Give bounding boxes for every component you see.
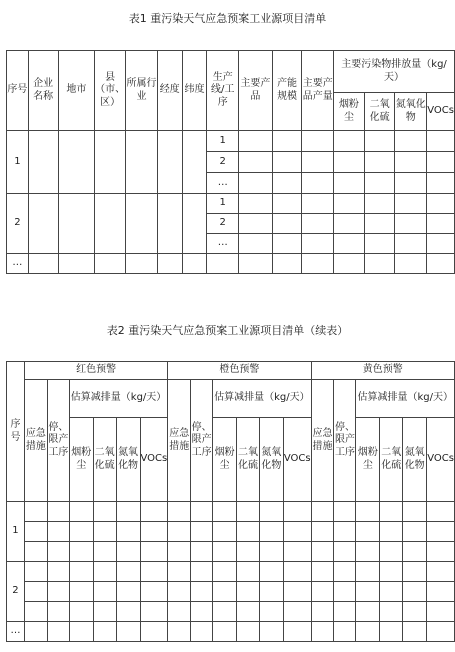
blank-cell	[380, 522, 403, 542]
blank-cell	[283, 582, 311, 602]
blank-cell	[140, 502, 168, 522]
blank-cell	[302, 152, 334, 173]
seq-cell: 2	[7, 562, 25, 622]
blank-cell	[356, 522, 380, 542]
blank-cell	[403, 542, 427, 562]
blank-cell	[168, 622, 191, 642]
header-emission-group: 主要污染物排放量（kg/天）	[334, 51, 455, 93]
blank-cell	[395, 234, 427, 254]
blank-cell	[93, 522, 116, 542]
seq-cell: 1	[7, 502, 25, 562]
header-product-output: 主要产品产量	[302, 51, 334, 131]
blank-cell	[93, 542, 116, 562]
table-row	[7, 502, 455, 522]
blank-cell	[302, 254, 334, 274]
blank-cell	[403, 502, 427, 522]
blank-cell	[427, 194, 455, 214]
blank-cell	[356, 562, 380, 582]
header-stop-limit: 停、限产工序	[47, 380, 69, 502]
blank-cell	[380, 542, 403, 562]
blank-cell	[69, 562, 93, 582]
blank-cell	[93, 602, 116, 622]
header-county: 县（市、区）	[95, 51, 126, 131]
blank-cell	[191, 582, 213, 602]
blank-cell	[93, 502, 116, 522]
blank-cell	[427, 542, 455, 562]
header-reduction: 估算减排量（kg/天）	[356, 380, 455, 418]
blank-cell	[395, 214, 427, 234]
blank-cell	[95, 131, 126, 194]
blank-cell	[380, 622, 403, 642]
blank-cell	[259, 562, 283, 582]
blank-cell	[259, 602, 283, 622]
blank-cell	[364, 152, 395, 173]
blank-cell	[69, 582, 93, 602]
blank-cell	[213, 602, 237, 622]
header-main-product: 主要产品	[239, 51, 273, 131]
blank-cell	[24, 502, 47, 522]
blank-cell	[47, 562, 69, 582]
blank-cell	[239, 152, 273, 173]
blank-cell	[140, 542, 168, 562]
line-cell: 1	[207, 194, 239, 214]
blank-cell	[237, 502, 260, 522]
table1-title: 表1 重污染天气应急预案工业源项目清单	[128, 12, 327, 25]
blank-cell	[168, 582, 191, 602]
blank-cell	[116, 562, 140, 582]
blank-cell	[182, 194, 207, 254]
blank-cell	[259, 622, 283, 642]
blank-cell	[182, 254, 207, 274]
blank-cell	[47, 542, 69, 562]
blank-cell	[207, 254, 239, 274]
blank-cell	[93, 622, 116, 642]
blank-cell	[272, 194, 302, 214]
blank-cell	[24, 582, 47, 602]
table-row	[7, 254, 455, 274]
header-industry: 所属行业	[126, 51, 158, 131]
blank-cell	[334, 542, 356, 562]
blank-cell	[47, 522, 69, 542]
blank-cell	[395, 131, 427, 152]
blank-cell	[213, 542, 237, 562]
header-so2: 二氧化硫	[364, 93, 395, 131]
header-vocs: VOCs	[140, 418, 168, 502]
blank-cell	[213, 522, 237, 542]
blank-cell	[334, 254, 365, 274]
blank-cell	[427, 582, 455, 602]
blank-cell	[283, 542, 311, 562]
blank-cell	[272, 131, 302, 152]
blank-cell	[191, 522, 213, 542]
header-orange-warning: 橙色预警	[168, 362, 311, 380]
blank-cell	[334, 131, 365, 152]
blank-cell	[334, 622, 356, 642]
blank-cell	[427, 622, 455, 642]
blank-cell	[334, 582, 356, 602]
line-cell: 1	[207, 131, 239, 152]
seq-cell: 1	[7, 131, 29, 194]
blank-cell	[24, 602, 47, 622]
blank-cell	[311, 562, 334, 582]
blank-cell	[28, 194, 58, 254]
blank-cell	[283, 502, 311, 522]
blank-cell	[24, 622, 47, 642]
table-row	[7, 131, 455, 152]
ellipsis-cell: …	[7, 622, 25, 642]
blank-cell	[168, 502, 191, 522]
blank-cell	[93, 582, 116, 602]
header-reduction: 估算减排量（kg/天）	[213, 380, 311, 418]
header-so2: 二氧化硫	[93, 418, 116, 502]
blank-cell	[237, 622, 260, 642]
blank-cell	[311, 502, 334, 522]
header-stop-limit: 停、限产工序	[191, 380, 213, 502]
blank-cell	[403, 522, 427, 542]
blank-cell	[364, 214, 395, 234]
table-row	[7, 582, 455, 602]
header-vocs: VOCs	[427, 418, 455, 502]
table2-title: 表2 重污染天气应急预案工业源项目清单（续表）	[106, 324, 349, 337]
blank-cell	[213, 582, 237, 602]
blank-cell	[311, 602, 334, 622]
blank-cell	[283, 622, 311, 642]
blank-cell	[237, 562, 260, 582]
blank-cell	[427, 522, 455, 542]
blank-cell	[334, 234, 365, 254]
blank-cell	[272, 254, 302, 274]
table-row	[7, 562, 455, 582]
blank-cell	[356, 502, 380, 522]
blank-cell	[311, 622, 334, 642]
header-yellow-warning: 黄色预警	[311, 362, 454, 380]
blank-cell	[191, 602, 213, 622]
blank-cell	[95, 254, 126, 274]
blank-cell	[380, 562, 403, 582]
line-cell: 2	[207, 214, 239, 234]
blank-cell	[239, 131, 273, 152]
blank-cell	[93, 562, 116, 582]
blank-cell	[116, 522, 140, 542]
blank-cell	[182, 131, 207, 194]
blank-cell	[157, 194, 182, 254]
table-row	[7, 542, 455, 562]
blank-cell	[69, 542, 93, 562]
blank-cell	[116, 622, 140, 642]
table-row	[7, 622, 455, 642]
blank-cell	[356, 622, 380, 642]
blank-cell	[427, 214, 455, 234]
blank-cell	[334, 522, 356, 542]
blank-cell	[380, 602, 403, 622]
header-reduction: 估算减排量（kg/天）	[69, 380, 167, 418]
blank-cell	[47, 502, 69, 522]
blank-cell	[427, 173, 455, 194]
blank-cell	[47, 602, 69, 622]
blank-cell	[427, 254, 455, 274]
header-production-line: 生产线/工序	[207, 51, 239, 131]
blank-cell	[24, 522, 47, 542]
blank-cell	[283, 602, 311, 622]
table-row	[7, 602, 455, 622]
blank-cell	[272, 234, 302, 254]
blank-cell	[395, 254, 427, 274]
header-dust: 烟粉尘	[69, 418, 93, 502]
header-company: 企业名称	[28, 51, 58, 131]
blank-cell	[58, 131, 95, 194]
blank-cell	[47, 582, 69, 602]
blank-cell	[140, 582, 168, 602]
blank-cell	[403, 582, 427, 602]
blank-cell	[302, 131, 334, 152]
table-row	[7, 522, 455, 542]
blank-cell	[272, 152, 302, 173]
header-measures: 应急措施	[168, 380, 191, 502]
blank-cell	[272, 173, 302, 194]
header-so2: 二氧化硫	[380, 418, 403, 502]
blank-cell	[427, 502, 455, 522]
blank-cell	[380, 502, 403, 522]
blank-cell	[69, 522, 93, 542]
blank-cell	[364, 131, 395, 152]
blank-cell	[58, 254, 95, 274]
blank-cell	[116, 502, 140, 522]
header-stop-limit: 停、限产工序	[334, 380, 356, 502]
header-city: 地市	[58, 51, 95, 131]
header-so2: 二氧化硫	[237, 418, 260, 502]
blank-cell	[191, 502, 213, 522]
blank-cell	[24, 542, 47, 562]
blank-cell	[116, 542, 140, 562]
blank-cell	[191, 622, 213, 642]
blank-cell	[237, 582, 260, 602]
blank-cell	[334, 194, 365, 214]
blank-cell	[427, 602, 455, 622]
header-nox: 氮氧化物	[259, 418, 283, 502]
header-seq: 序号	[7, 362, 25, 502]
blank-cell	[239, 254, 273, 274]
blank-cell	[213, 622, 237, 642]
blank-cell	[356, 582, 380, 602]
blank-cell	[157, 254, 182, 274]
blank-cell	[364, 173, 395, 194]
blank-cell	[168, 562, 191, 582]
seq-cell: 2	[7, 194, 29, 254]
blank-cell	[237, 602, 260, 622]
blank-cell	[427, 234, 455, 254]
blank-cell	[69, 502, 93, 522]
header-measures: 应急措施	[311, 380, 334, 502]
blank-cell	[302, 173, 334, 194]
blank-cell	[334, 502, 356, 522]
blank-cell	[395, 173, 427, 194]
blank-cell	[380, 582, 403, 602]
blank-cell	[364, 254, 395, 274]
blank-cell	[47, 622, 69, 642]
line-cell: …	[207, 173, 239, 194]
blank-cell	[334, 602, 356, 622]
warning-reduction-table	[6, 361, 455, 642]
project-list-table	[6, 50, 455, 274]
blank-cell	[126, 254, 158, 274]
blank-cell	[95, 194, 126, 254]
header-nox: 氮氧化物	[116, 418, 140, 502]
blank-cell	[191, 542, 213, 562]
blank-cell	[239, 234, 273, 254]
blank-cell	[58, 194, 95, 254]
blank-cell	[395, 194, 427, 214]
blank-cell	[259, 502, 283, 522]
blank-cell	[116, 602, 140, 622]
blank-cell	[311, 582, 334, 602]
blank-cell	[28, 131, 58, 194]
blank-cell	[239, 173, 273, 194]
blank-cell	[302, 234, 334, 254]
header-latitude: 纬度	[182, 51, 207, 131]
line-cell: 2	[207, 152, 239, 173]
header-capacity: 产能规模	[272, 51, 302, 131]
blank-cell	[140, 562, 168, 582]
blank-cell	[259, 522, 283, 542]
blank-cell	[403, 602, 427, 622]
blank-cell	[140, 522, 168, 542]
blank-cell	[283, 562, 311, 582]
blank-cell	[168, 542, 191, 562]
blank-cell	[239, 194, 273, 214]
blank-cell	[191, 562, 213, 582]
blank-cell	[28, 254, 58, 274]
blank-cell	[427, 131, 455, 152]
header-vocs: VOCs	[427, 93, 455, 131]
header-nox: 氮氧化物	[395, 93, 427, 131]
blank-cell	[140, 622, 168, 642]
header-nox: 氮氧化物	[403, 418, 427, 502]
blank-cell	[403, 562, 427, 582]
blank-cell	[334, 173, 365, 194]
blank-cell	[259, 542, 283, 562]
blank-cell	[168, 522, 191, 542]
header-seq: 序号	[7, 51, 29, 131]
blank-cell	[311, 542, 334, 562]
blank-cell	[334, 562, 356, 582]
blank-cell	[283, 522, 311, 542]
blank-cell	[239, 214, 273, 234]
blank-cell	[427, 152, 455, 173]
blank-cell	[24, 562, 47, 582]
blank-cell	[116, 582, 140, 602]
blank-cell	[213, 562, 237, 582]
blank-cell	[126, 194, 158, 254]
header-dust: 烟粉尘	[356, 418, 380, 502]
ellipsis-cell: …	[7, 254, 29, 274]
blank-cell	[302, 214, 334, 234]
blank-cell	[126, 131, 158, 194]
blank-cell	[395, 152, 427, 173]
blank-cell	[403, 622, 427, 642]
table-row	[7, 194, 455, 214]
blank-cell	[356, 542, 380, 562]
blank-cell	[237, 542, 260, 562]
blank-cell	[302, 194, 334, 214]
blank-cell	[140, 602, 168, 622]
blank-cell	[69, 602, 93, 622]
blank-cell	[237, 522, 260, 542]
blank-cell	[364, 194, 395, 214]
blank-cell	[157, 131, 182, 194]
blank-cell	[356, 602, 380, 622]
blank-cell	[334, 214, 365, 234]
blank-cell	[364, 234, 395, 254]
blank-cell	[334, 152, 365, 173]
blank-cell	[168, 602, 191, 622]
header-dust: 烟粉尘	[334, 93, 365, 131]
line-cell: …	[207, 234, 239, 254]
blank-cell	[272, 214, 302, 234]
blank-cell	[259, 582, 283, 602]
header-measures: 应急措施	[24, 380, 47, 502]
header-longitude: 经度	[157, 51, 182, 131]
header-dust: 烟粉尘	[213, 418, 237, 502]
blank-cell	[311, 522, 334, 542]
blank-cell	[69, 622, 93, 642]
header-red-warning: 红色预警	[24, 362, 167, 380]
blank-cell	[213, 502, 237, 522]
blank-cell	[427, 562, 455, 582]
header-vocs: VOCs	[283, 418, 311, 502]
